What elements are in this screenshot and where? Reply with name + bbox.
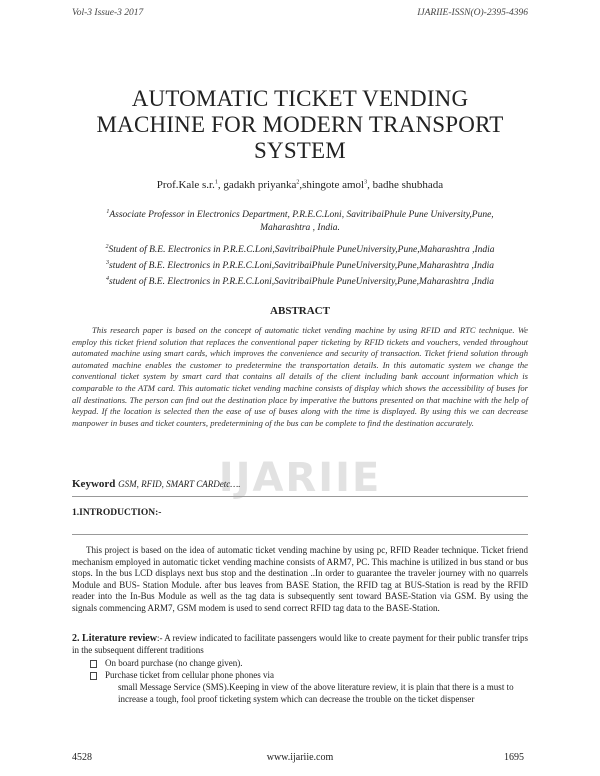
section-heading: 1.INTRODUCTION:- (72, 508, 162, 518)
author-name: ,shingote amol (299, 179, 365, 191)
affiliation-sup: 4 (106, 276, 109, 283)
continuation-paragraph: small Message Service (SMS).Keeping in view of the above literature review, it is plain that there is a must to increase a tough, fool proof ticketing system which can decrease the trouble on the ticket dispenser (118, 682, 514, 704)
list-item (90, 658, 242, 668)
author-sup: 2 (296, 179, 300, 186)
author-name: Prof.Kale s.r. (156, 179, 215, 191)
author-list (60, 179, 540, 191)
author-sup: 1 (214, 179, 218, 186)
author-name: , badhe shubhada (367, 179, 444, 191)
checkbox-bullet-icon (90, 672, 97, 680)
divider (72, 534, 528, 535)
checkbox-bullet-icon (90, 660, 97, 668)
footer-page-number-right: 1695 (504, 752, 524, 763)
introduction-paragraph: This project is based on the idea of automatic ticket vending machine by using pc, RFID Reader technique. Ticket friend mechanism employed in automatic ticket vending machine consists of ARM7, PC. This machine is utilized in bus stand or bus stops. In the bus LCD displays next bus stop and the destination ..In order to guarantee the traveler journey with no quarrels Module and BUS- Station Module. after bus leaves from BASE Station, the RFID tag at BUS-Station is read by the RFID reader into the In-Bus Module as well as the tag data is subsequently sent toward BASE-Station via GSM. By using the signals commencing ARM7, GSM modem is used to send correct RFID tag data to the BASE-Station. (72, 545, 528, 613)
affiliation-text: Student of B.E. Electronics in P.R.E.C.Loni,SavitribaiPhule PuneUniversity,Pune,Maharashtra ,India (108, 245, 495, 256)
affiliation-sup: 2 (105, 244, 109, 250)
section-heading: 2. Literature review (72, 633, 157, 644)
author-sup: 3 (364, 179, 368, 186)
title-line: AUTOMATIC TICKET VENDING (131, 86, 469, 111)
header-issn: IJARIIE-ISSN(O)-2395-4396 (417, 8, 528, 18)
keyword-text: GSM, RFID, SMART CARDetc…. (118, 479, 241, 489)
literature-review-paragraph (72, 633, 528, 656)
affiliation-text: Associate Professor in Electronics Department, P.R.E.C.Loni, SavitribaiPhule Pune University,Pune, (109, 210, 494, 221)
list-item (90, 670, 274, 680)
affiliations-students (70, 241, 530, 289)
abstract-heading: ABSTRACT (270, 305, 330, 317)
affiliation-text: Maharashtra , India. (260, 223, 340, 234)
affiliation-sup: 3 (106, 260, 109, 267)
watermark-logo: IJARIIE (218, 455, 382, 501)
paragraph-text: :- A review indicated to facilitate passengers would like to create payment for their public transfer trips in the subsequent different traditions (72, 633, 528, 655)
header-volume: Vol-3 Issue-3 2017 (72, 8, 144, 18)
keyword-label: Keyword (72, 478, 116, 490)
divider (72, 496, 528, 497)
list-item-text: On board purchase (no change given). (105, 658, 243, 668)
title-line: MACHINE FOR MODERN TRANSPORT (96, 112, 504, 137)
abstract-text: This research paper is based on the concept of automatic ticket vending machine by using RFID and RTC technique. We employ this ticket friend solution that replaces the conventional paper ticketing by RFID tickets and vouchers, vended throughout automated machine using smart cards, which improves the convenience and security of transaction. Ticket friend solution through automated machine enables the customer to predetermine the transportation details. In this automatic system we change the conventional ticket system by smart card that contains all details of the client including bank account information which is comparable to the ATM card. This automatic ticket vending machine consists of display which shows the accessibility of buses for all destinations. The person can find out the destination place by imperative the buttons presented on that machine with the help of keypad. If the location is selected then the ease of use of buses along with the time is displayed. By using this we can decrease manpower in buses and ticket counters, predetermining of the bus can be complete to find the destination accurately. (72, 325, 528, 428)
affiliation-text: student of B.E. Electronics in P.R.E.C.Loni,SavitribaiPhule PuneUniversity,Pune,Maharashtra ,India (109, 277, 494, 288)
paper-title (60, 86, 540, 164)
title-line: SYSTEM (254, 138, 346, 163)
list-item-text: Purchase ticket from cellular phone phones via (105, 670, 274, 680)
footer-url: www.ijariie.com (266, 752, 334, 763)
affiliation-text: student of B.E. Electronics in P.R.E.C.Loni,SavitribaiPhule PuneUniversity,Pune,Maharashtra ,India (109, 261, 494, 272)
author-name: , gadakh priyanka (217, 179, 297, 191)
footer-page-number: 4528 (72, 752, 92, 763)
affiliation-1 (70, 206, 530, 235)
affiliation-sup: 1 (106, 209, 110, 215)
keywords (72, 478, 240, 490)
